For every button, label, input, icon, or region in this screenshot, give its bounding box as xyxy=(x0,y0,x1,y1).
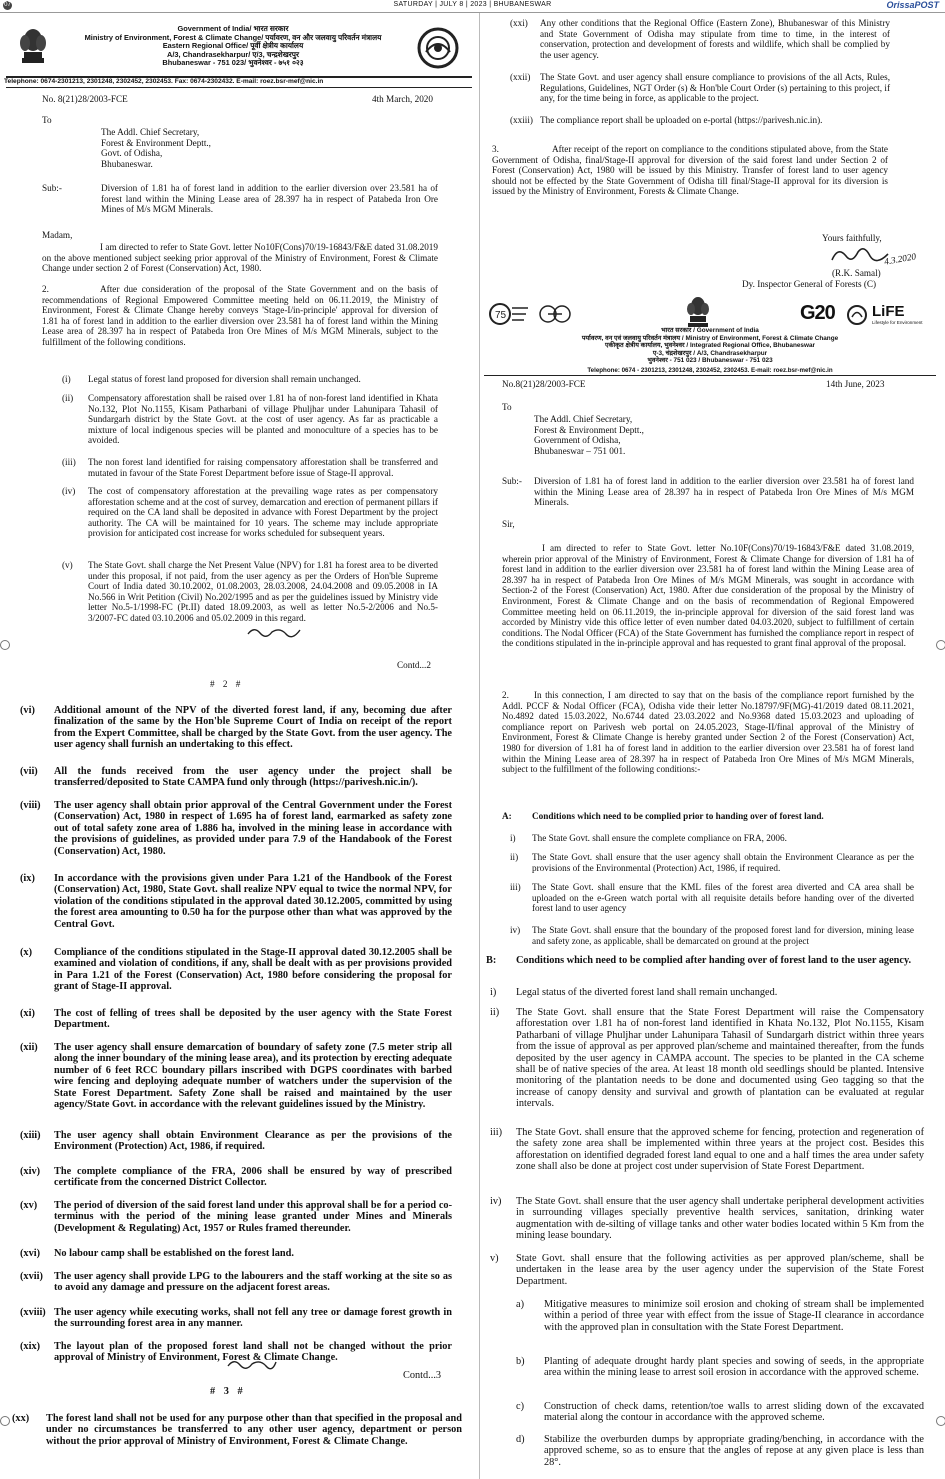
condition-number: i) xyxy=(490,987,497,998)
national-emblem-icon xyxy=(685,295,711,329)
subject-text: Diversion of 1.81 ha of forest land in addition to the earlier diversion over 23.581 ha of forest land within the Mining Lease area of 28.397 ha in respect of Patabeda Iron Ore Mines of M/s MGM Minerals. xyxy=(534,476,914,508)
paragraph-2: In this connection, I am directed to say that on the basis of the compliance report furnished by the Addl. PCCF & Nodal Officer (FCA), Odisha vide their letter No.18797/9F(MG)-41/2019 dated 08.11.2021, No.4892 dated 15.03.2022, No.6744 dated 23.03.2022 and No.9368 dated 15.03.2023 and uploading of compliance report on Parivesh web portal on 24.05.2023, Stage-II/final approval of the Ministry of Environment, Forest & Climate Change is hereby granted under Section 2 of the Forest (Conservation) Act, 1980 for diversion of 1.81 ha of forest land in addition to the earlier diversion over 23.581 ha of forest land within the Mining Lease area of 28.397 ha in respect of Patabeda Iron Ore Mines of M/s MGM Minerals, subject to the fulfillment of the following conditions:- xyxy=(502,690,914,775)
sub-condition-number: b) xyxy=(516,1356,525,1367)
condition-text: The cost of compensatory afforestation at the prevailing wage rates as per compensatory afforestation scheme and at the cost of survey, demarcation and erection of permanent pillars if required on the CA land shall be deposited in advance with Forest Department by the project authority. The CA will be maintained for 10 years. The scheme may include appropriate provision for anticipated cost increase for works scheduled for subsequent years. xyxy=(88,486,438,539)
condition-text: Compliance of the conditions stipulated in the Stage-II approval dated 30.12.2005 shall be examined and violation of conditions, if any, shall be dealt with as per provisions provided in Para 1.21 of the Forest (Conservation) Act, 1980 before considering the proposal for grant of Stage-II approval. xyxy=(54,947,452,993)
to-label: To xyxy=(42,115,52,125)
subject-text: Diversion of 1.81 ha of forest land in addition to the earlier diversion over 23.581 ha of forest land within the Mining Lease area of 28.397 ha in respect of Patabeda Iron Ore Mines of M/s MGM Minerals. xyxy=(101,183,438,215)
section-b-title: Conditions which need to be complied after handing over of forest land to the user agency. xyxy=(516,955,912,966)
salutation: Sir, xyxy=(502,519,515,529)
dateline: SATURDAY | JULY 8 | 2023 | BHUBANESWAR xyxy=(393,1,552,8)
addressee-line: Forest & Environment Deptt., xyxy=(534,424,644,435)
letterhead-rule-bottom xyxy=(6,87,472,88)
condition-number: v) xyxy=(490,1253,499,1264)
page-number-badge: 07 xyxy=(4,2,11,8)
condition-text: Legal status of forest land proposed for diversion shall remain unchanged. xyxy=(88,374,361,384)
life-logo-subtitle: Lifestyle for Environment xyxy=(872,320,923,325)
letterhead-rule xyxy=(484,375,936,376)
addressee-block xyxy=(101,127,211,169)
condition-text: The State Govt. shall ensure that the approved scheme for fencing, protection and regeneration of the safety zone area shall be implemented within three years at the project cost. Besides this afforestation on identified degraded forest land equal to one and a half times the area under safety zone shall also be done at project cost under supervision of State Forest Department. xyxy=(516,1127,924,1173)
letterhead-line: ए-3, चंद्रशेखरपुर / A/3, Chandrasekharpur xyxy=(652,349,768,357)
condition-text: The forest land shall not be used for any purpose other than that specified in the proposal and under no circumstances be transferred to any other user agency, department or person without the prior approval of Ministry of Environment, Forest & Climate Change. xyxy=(46,1413,462,1447)
ministry-logo-icon xyxy=(416,26,460,70)
paragraph-1: I am directed to refer to State Govt. letter No.10F(Cons)70/19-16843/F&E dated 31.08.2019, wherein prior approval of the Ministry of Environment, Forest & Climate Change for diversion of 1.81 ha of forest land in addition to the earlier diversion over 23.581 ha of forest land within the Mining Lease area of 28.397 ha in respect of Patabeda Iron Ore Mines of M/s MGM Minerals, was sought in accordance with Section-2 of the Forest (Conservation) Act, 1980. After due consideration of the proposal by the Ministry of Environment, Forest & Climate Change and on the basis of recommendation of Regional Empowered Committee meeting held on 06.11.2019, the in-principle approval for diversion of the said forest land was accorded by Ministry vide this office letter of even number dated 04.03.2020, subject to fulfillment of certain conditions. The Nodal Officer (FCA) of the State Government has furnished the compliance report in respect of the conditions stipulated in the in-principle approval and has requested to grant final approval of the proposal. xyxy=(502,543,914,649)
condition-text: The State Govt. shall ensure that the user agency shall obtain the Environment Clearance as per the provisions of the Environmental (Protection) Act, 1986, if required. xyxy=(532,852,914,873)
continued-marker: Contd...3 xyxy=(403,1370,442,1381)
letterhead-contact: Telephone: 0674 - 2301213, 2301248, 2302452, 2302453. E-mail: roez.bsr-mef@nic.in xyxy=(587,367,833,374)
condition-number: (xiv) xyxy=(20,1166,41,1177)
section-a-label: A: xyxy=(502,811,512,821)
letterhead-line: A/3, Chandrasekharpur/ ए/3, चन्द्रशेखरपुर xyxy=(166,49,299,59)
signatory-name: (R.K. Samal) xyxy=(832,268,881,278)
addressee-line: The Addl. Chief Secretary, xyxy=(101,127,200,137)
condition-text: The complete compliance of the FRA, 2006 shall be ensured by way of prescribed certificate from the concerned District Collector. xyxy=(54,1166,452,1189)
page-marker: # 3 # xyxy=(210,1386,246,1397)
condition-text: The State Govt. shall ensure that the user agency shall undertake peripheral development activities in surrounding villages specially preventive health services, sanitation, drinking water augmentation with de-silting of village tanks and other water bodies located within 5 Km from the mining lease boundary. xyxy=(516,1196,924,1242)
subject-label: Sub:- xyxy=(502,476,522,486)
letterhead-line: एकीकृत क्षेत्रीय कार्यालय, भुवनेश्वर / Integrated Regional Office, Bhubaneswar xyxy=(605,342,815,350)
condition-text: The layout plan of the proposed forest land shall not be changed without the prior approval of Ministry of Environment, Forest & Climate Change. xyxy=(54,1341,452,1364)
addressee-line: The Addl. Chief Secretary, xyxy=(534,414,633,424)
addressee-line: Forest & Environment Deptt., xyxy=(101,137,211,148)
condition-number: (vii) xyxy=(20,766,38,777)
swachh-bharat-logo-icon xyxy=(538,304,572,324)
initials-signature xyxy=(226,1356,278,1372)
sub-condition-text: Mitigative measures to minimize soil erosion and choking of stream shall be implemented within a period of three year with effect from the issue of Stage-II clearance in accordance with the approved plan in consultation with the State Forest Department. xyxy=(544,1299,924,1333)
condition-number: (xviii) xyxy=(20,1307,46,1318)
condition-number: (v) xyxy=(62,560,73,570)
subject-label: Sub:- xyxy=(42,183,62,193)
condition-text: The user agency shall obtain prior approval of the Central Government under the Forest (Conservation) Act, 1980 in respect of 1.695 ha of forest land, earmarked as safety zone out of total safety zone area of 1.886 ha, involved in the mining lease in accordance with the provisions of guidelines, as provided under para 7.9 of the Handabook of the Forest (Conservation) Act, 1980. xyxy=(54,800,452,857)
condition-text: The State Govt. shall ensure that the boundary of the proposed forest land for diversion, mining lease and safety zone, as applicable, shall be demarcated on ground at the project xyxy=(532,925,914,946)
salutation: Madam, xyxy=(42,230,73,240)
letterhead-line: भुवनेश्वर - 751 023 / Bhubaneswar - 751 023 xyxy=(647,357,773,365)
closing: Yours faithfully, xyxy=(822,233,882,243)
condition-text: In accordance with the provisions given under Para 1.21 of the Handbook of the Forest (Conservation) Act, 1980, State Govt. shall realize NPV equal to twice the normal NPV, for violation of the conditions stipulated in the approval dated 30.12.2005, committed by using the forest area amounting to 0.50 ha for the purpose other than what was approved by the Central Govt. xyxy=(54,873,452,930)
sub-condition-number: c) xyxy=(516,1401,524,1412)
national-emblem-icon xyxy=(16,26,50,66)
letterhead-block xyxy=(58,25,408,68)
paragraph-1: I am directed to refer to State Govt. letter No10F(Cons)70/19-16843/F&E dated 31.08.2019 on the above mentioned subject seeking prior approval of the Ministry of Environment, Forest & Climate Change under section 2 of Forest (Conservation) Act, 1980. xyxy=(42,242,438,274)
letter-2020 xyxy=(0,13,479,1479)
condition-number: iii) xyxy=(510,882,521,892)
condition-number: (xix) xyxy=(20,1341,41,1352)
reference-number: No. 8(21)28/2003-FCE xyxy=(42,94,128,104)
condition-number: (xii) xyxy=(20,1042,38,1053)
life-logo-text: LiFE xyxy=(872,303,905,320)
letter-date: 4th March, 2020 xyxy=(372,94,433,104)
addressee-line: Government of Odisha, xyxy=(534,435,621,446)
condition-text: The user agency while executing works, shall not fell any tree or damage forest growth in the surrounding forest area in any manner. xyxy=(54,1307,452,1330)
condition-number: (iii) xyxy=(62,457,76,467)
condition-text: Compensatory afforestation shall be raised over 1.81 ha of non-forest land identified in Khata No.132, Plot No.1155, Kisam Patharbani of village Phuljhar under Lahunipara Tahasil of Sundargarh district by the State Govt. at the cost of user agency. As far as practicable a mixture of local indigenous species will be planted and monoculture of a species has to be avoided. xyxy=(88,393,438,446)
condition-text: The State Govt. shall ensure that the KML files of the forest area diverted and CA area shall be uploaded on the e-Green watch portal with all requisite details before handing over of the diverted forest land to user agency xyxy=(532,882,914,914)
letterhead-line: Bhubaneswar - 751 023/ भुवनेश्वर - ७५१ ०२३ xyxy=(162,58,304,68)
letter-2023 xyxy=(480,295,945,1479)
newspaper-header-bar xyxy=(0,0,945,13)
condition-text: Legal status of the diverted forest land shall remain unchanged. xyxy=(516,987,778,998)
life-logo-icon xyxy=(846,304,868,326)
sub-condition-text: Stabilize the overburden dumps by appropriate grading/benching, in accordance with the approved scheme, so as to ensure that the angles of repose at any given place is less than 28°. xyxy=(544,1434,924,1468)
condition-text: Additional amount of the NPV of the diverted forest land, if any, becoming due after finalization of the same by the Hon'ble Supreme Court of India on receipt of the report from the Expert Committee, shall be charged by the State Govt. from the user agency. The user agency shall furnish an undertaking to this effect. xyxy=(54,705,452,751)
condition-number: (xv) xyxy=(20,1200,38,1211)
condition-text: All the funds received from the user agency under the project shall be transferred/deposited to State CAMPA fund only through (https://parivesh.nic.in/). xyxy=(54,766,452,789)
condition-number: ii) xyxy=(510,852,519,862)
condition-number: (xxi) xyxy=(510,18,528,28)
addressee-line: Bhubaneswar. xyxy=(101,158,153,169)
svg-text:75: 75 xyxy=(495,310,507,321)
sub-condition-number: d) xyxy=(516,1434,525,1445)
letterhead-contact: Telephone: 0674-2301213, 2301248, 2302452, 2302453. Fax: 0674-2302432. E-mail: roez.bsr-mef@nic.in xyxy=(4,78,324,85)
to-label: To xyxy=(502,402,512,412)
newspaper-logo: OrissaPOST xyxy=(886,0,939,10)
condition-text: The State Govt. and user agency shall ensure compliance to provisions of the all Acts, Rules, Regulations, Guidelines, NGT Order (s) & Hon'ble Court Order (s) pertaining to this project, if any, for the time being in force, as applicable to the project. xyxy=(540,72,890,104)
continued-marker: Contd...2 xyxy=(397,660,431,670)
letterhead-line: Ministry of Environment, Forest & Climate Change/ पर्यावरण, वन और जलवायु परिवर्तन मंत्रालय xyxy=(84,32,382,42)
condition-number: (i) xyxy=(62,374,71,384)
addressee-block xyxy=(534,414,644,456)
sub-condition-text: Construction of check dams, retention/toe walls to arrest sliding down of the excavated material along the contour in accordance with the approved scheme. xyxy=(544,1401,924,1424)
signature-date: 4.3.2020 xyxy=(883,251,917,267)
condition-number: iv) xyxy=(490,1196,502,1207)
sub-condition-text: Planting of adequate drought hardy plant species and sowing of seeds, in the appropriate area within the mining lease to arrest soil erosion in accordance with the approved scheme. xyxy=(544,1356,924,1379)
section-b-label: B: xyxy=(486,955,497,966)
condition-number: i) xyxy=(510,833,516,843)
condition-number: (xvii) xyxy=(20,1271,43,1282)
condition-number: (x) xyxy=(20,947,33,958)
reference-number: No.8(21)28/2003-FCE xyxy=(502,379,586,389)
condition-text: The user agency shall obtain Environment Clearance as per the provisions of the Environment (Protection) Act, 1986, if required. xyxy=(54,1130,452,1153)
letter-2020-continued xyxy=(480,13,945,243)
condition-number: (xiii) xyxy=(20,1130,41,1141)
paragraph-3-number: 3. xyxy=(492,144,499,154)
condition-text: No labour camp shall be established on the forest land. xyxy=(54,1248,294,1259)
condition-text: The State Govt. shall ensure the complete compliance on FRA, 2006. xyxy=(532,833,787,843)
letterhead-line: Government of India/ भारत सरकार xyxy=(177,24,289,33)
paragraph-2: After due consideration of the proposal of the State Government and on the basis of recommendations of Regional Empowered Committee meeting held on 06.11.2019, the Ministry of Environment, Forest & Climate Change hereby conveys 'Stage-I/in-principle' approval for diversion of 1.81 ha of forest land in addition to the earlier diversion over 23.581 ha of forest land within the Mining Lease area of 28.397 ha in respect of Patabeda Iron Ore Mines of M/s MGM Minerals, subject to the fulfillment of the following conditions. xyxy=(42,284,438,347)
condition-text: The State Govt. shall ensure that the State Forest Department will raise the Compensatory afforestation over 1.81 ha of non-forest land identified in Khata No.132, Plot No.1155, Kisam Patharbani of village Phuljhar under Lahunipara Tahasil of Sundargarh district within three years from the issue of approval as per approved plan/scheme and maintained thereafter, from the funds deposited by the user agency in CAMPA account. The species to be planted in the CA scheme shall be of native species of the area. At least 18 month old seedlings should be planted. Intensive monitoring of the plantation needs to be done and documented using Geo tagging so that the increase of canopy density and survival and growth of plantation can be evaluated at regular intervals. xyxy=(516,1007,924,1110)
page-marker: # 2 # xyxy=(210,679,244,689)
condition-number: (viii) xyxy=(20,800,41,811)
initials-signature xyxy=(246,624,302,640)
condition-text: The State Govt. shall charge the Net Present Value (NPV) for 1.81 ha forest area to be diverted under this proposal, if not paid, from the user agency as per the Orders of Hon'ble Supreme Court of India dated 30.10.2002, 01.08.2003, 28.03.2008, 24.04.2008 and 09.05.2008 in IA No.566 in Writ Petition (Civil) No.202/1995 and as per the guidelines issued by Ministry vide letter No.5-1/1998-FC (Pt.II) dated 18.09.2003, as well as letter No.5-2/2006 and No.5-3/2007-FC dated 03.10.2006 and 05.02.2009 in this regard. xyxy=(88,560,438,623)
letter-date: 14th June, 2023 xyxy=(826,379,885,389)
letterhead-block xyxy=(500,327,920,365)
condition-number: iii) xyxy=(490,1127,503,1138)
signatory-designation: Dy. Inspector General of Forests (C) xyxy=(742,279,877,289)
condition-text: Any other conditions that the Regional Office (Eastern Zone), Bhubaneswar of this Ministry and State Government of Odisha may stipulate from time to time, in the interest of conservation, protection and development of forests and wildlife, which shall be complied by the user agency. xyxy=(540,18,890,60)
condition-text: The non forest land identified for raising compensatory afforestation shall be transferred and mutated in favour of the State Forest Department before issue of Stage-II approval. xyxy=(88,457,438,478)
condition-text: The cost of felling of trees shall be deposited by the user agency with the State Forest Department. xyxy=(54,1008,452,1031)
paragraph-3: After receipt of the report on compliance to the conditions stipulated above, from the State Government of Odisha, final/Stage-II approval for diversion of the said forest land under Section 2 of Forest (Conservation) Act, 1980 will be issued by this Ministry. Transfer of forest land to user agency should not be effected by the State Government of Odisha till final/Stage-II approval for its diversion is issued by the Ministry of Environment, Forests & Climate Change. xyxy=(492,144,888,197)
letterhead-line: पर्यावरण, वन एवं जलवायु परिवर्तन मंत्रालय / Ministry of Environment, Forest & Climate Change xyxy=(581,334,839,342)
condition-number: ii) xyxy=(490,1007,500,1018)
condition-number: (xi) xyxy=(20,1008,35,1019)
letterhead-line: Eastern Regional Office/ पूर्वी क्षेत्रीय कार्यालय xyxy=(162,41,304,51)
condition-text: The user agency shall provide LPG to the labourers and the staff working at the site so as to avoid any damage and pressure on the adjacent forest areas. xyxy=(54,1271,452,1294)
section-a-title: Conditions which need to be complied prior to handing over of forest land. xyxy=(532,811,824,821)
condition-number: (xvi) xyxy=(20,1248,41,1259)
sub-condition-number: a) xyxy=(516,1299,524,1310)
condition-text: State Govt. shall ensure that the following activities as per approved plan/scheme, shall be undertaken in the lease area by the user agency under the supervision of the State Forest Department. xyxy=(516,1253,924,1287)
paragraph-2-number: 2. xyxy=(502,690,509,700)
addressee-line: Bhubaneswar – 751 001. xyxy=(534,445,626,456)
azadi-ka-amrit-mahotsav-logo-icon xyxy=(488,302,530,326)
condition-text: The period of diversion of the said forest land under this approval shall be for a period co-terminus with the period of the mining lease granted under Mines and Minerals (Development & Regulating) Act, 1957 or Rules framed thereunder. xyxy=(54,1200,452,1234)
condition-number: (iv) xyxy=(62,486,76,496)
addressee-line: Govt. of Odisha, xyxy=(101,148,163,159)
condition-number: (ix) xyxy=(20,873,35,884)
condition-number: (ii) xyxy=(62,393,74,403)
g20-logo: G20 xyxy=(800,302,835,324)
condition-text: The user agency shall ensure demarcation of boundary of safety zone (7.5 meter strip all along the inner boundary of the mining lease area), and its protection by erecting adequate number of 6 feet RCC boundary pillars inscribed with DGPS coordinates with barbed wire fencing and deploying adequate number of watchers under the supervision of the State Forest Department. Safety Zone shall be raised and maintained by the user agency/State Govt. in accordance with the relevant guidelines issued by the Ministry. xyxy=(54,1042,452,1111)
condition-number: (xx) xyxy=(12,1413,30,1424)
condition-number: iv) xyxy=(510,925,521,935)
condition-text: The compliance report shall be uploaded on e-portal (https://parivesh.nic.in). xyxy=(540,115,823,125)
letterhead-line: भारत सरकार / Government of India xyxy=(661,327,759,334)
condition-number: (xxiii) xyxy=(510,115,533,125)
paragraph-2-number: 2. xyxy=(42,284,49,294)
condition-number: (vi) xyxy=(20,705,35,716)
condition-number: (xxii) xyxy=(510,72,531,82)
